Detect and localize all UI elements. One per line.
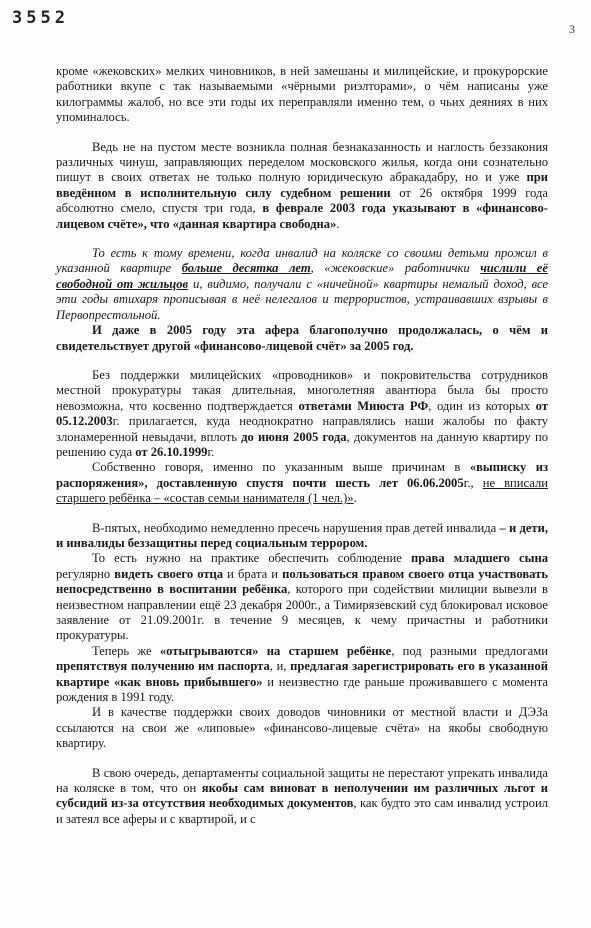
document-stamp-number: 3552	[12, 8, 69, 28]
paragraph-5	[56, 368, 548, 460]
text: .	[353, 491, 357, 506]
bold-text: – и дети, и инвалиды беззащитны перед социальным террором.	[56, 520, 548, 550]
bold-text: предлагая зарегистрировать его в указанной квартире «как вновь прибывшего»	[56, 659, 548, 689]
paragraph-9	[56, 644, 548, 706]
paragraph-2	[56, 140, 548, 232]
bold-text: от 05.12.2003	[56, 398, 548, 429]
text: , один из которых	[428, 398, 536, 413]
text: То есть к тому времени, когда инвалид на коляске со своими детьми прожил в указанной квартире	[56, 246, 548, 276]
bold-text: И даже в 2005 году эта афера благополучно продолжалась, о чём и свидетельствует другой «финансово-лицевой счёт» за 2005 год.	[56, 323, 548, 353]
bold-text: ответами Миюста РФ	[298, 398, 429, 413]
paragraph-4-bold	[56, 323, 548, 354]
underlined-text: числили её свободной от жильцов	[56, 261, 548, 291]
text: , как будто это сам инвалид устроил и затеял все аферы и с квартирой, и с	[56, 796, 548, 826]
text: г.	[207, 444, 215, 459]
text: г. прилагается, куда неоднократно направлялись наши жалобы по факту злонамеренной невыдачи, вплоть	[56, 414, 548, 444]
text: В-пятых, необходимо немедленно пресечь нарушения прав детей инвалида	[92, 520, 500, 535]
text: , и,	[269, 659, 291, 674]
bold-text: до июня 2005 года	[241, 429, 347, 444]
paragraph-6	[56, 460, 548, 506]
text: Собственно говоря, именно по указанным выше причинам в	[92, 460, 470, 475]
bold-text: в феврале 2003 года указывают в «финансово-лицевом счёте», что «данная квартира свободна»	[56, 201, 548, 231]
bold-text: якобы сам виноват в неполучении им различных льгот и субсидий из-за отсутствия необходимых документов	[56, 781, 548, 811]
paragraph-7	[56, 521, 548, 552]
text: г.,	[463, 475, 483, 490]
underlined-text: не вписали старшего ребёнка – «состав семьи нанимателя (1 чел.)»	[56, 475, 548, 506]
text: Без поддержки милицейских «проводников» и покровительства сотрудников местной прокуратуры такая длительная, многолетняя авантюра была бы просто невозможна, что косвенно подтверждается	[56, 367, 548, 413]
text: , которого при содействии милиции вывезли в неизвестном направлении ещё 23 декабря 2000г., а Тимирязевский суд блокировал исковое заявление от 21.09.2001г. в течение 9 месяцев, к чему причастны и работники прокуратуры.	[56, 582, 548, 643]
text: Теперь же	[92, 643, 160, 658]
bold-text: права младшего сына	[410, 551, 548, 566]
text: .	[336, 216, 340, 231]
text: и брата и	[223, 566, 283, 581]
bold-text: пользоваться правом своего отца участвовать непосредственно в воспитании ребёнка	[56, 566, 548, 597]
bold-text: от 26.10.1999	[135, 444, 208, 459]
paragraph-1: кроме «жековских» мелких чиновников, в ней замешаны и милицейские, и прокурорские работники вкупе с так называемыми «чёрными риэлторами», о чём написаны уже килограммы жалоб, но все эти годы их переправляли именно тем, о чьих деяниях в них упоминалось.	[56, 64, 548, 125]
bold-text: «выписку из распоряжения», доставленную спустя почти шесть лет 06.06.2005	[56, 460, 549, 490]
paragraph-11	[56, 766, 548, 828]
underlined-text: больше десятка лет	[181, 261, 311, 276]
text: , «жековские» работнички	[310, 261, 481, 276]
paragraph-8	[56, 551, 548, 643]
text: , под разными предлогами	[391, 643, 548, 658]
text: от 26 октября 1999 года абсолютно смело, спустя три года,	[56, 185, 548, 216]
text: В свою очередь, департаменты социальной защиты не перестают упрекать инвалида на коляске в том, что он	[56, 765, 548, 796]
bold-text: при введённом в исполнительную силу судебном решении	[56, 170, 548, 200]
text: Ведь не на пустом месте возникла полная безнаказанность и наглость беззакония различных чинуш, заправляющих переделом московского жилья, когда они сознательно пишут в своих ответах не только полную юридическую абракадабру, но и уже	[56, 139, 548, 185]
text: , документов на данную квартиру по решению суда	[56, 429, 548, 459]
text: регулярно	[56, 566, 115, 581]
paragraph-3-italic	[56, 246, 548, 323]
text: и, видимо, получали с «ничейной» квартиры немалый доход, все эти годы втихаря прописывая в неё нелегалов и террористов, устраивавших взрывы в Первопрестольной.	[56, 276, 548, 322]
bold-text: препятствуя получению им паспорта	[56, 659, 270, 674]
text: и неизвестно где раньше проживавшего с момента рождения в 1991 году.	[56, 674, 548, 705]
bold-text: видеть своего отца	[114, 566, 224, 581]
page-number: 3	[569, 22, 575, 36]
paragraph-10: И в качестве поддержки своих доводов чиновники от местной власти и ДЭЗа ссылаются на свои же «липовые» «финансово-лицевые счёта» на якобы свободную квартиру.	[56, 705, 548, 751]
document-page-body	[56, 64, 548, 827]
text: То есть нужно на практике обеспечить соблюдение	[92, 551, 411, 566]
bold-text: «отыгрываются» на старшем ребёнке	[159, 643, 392, 658]
